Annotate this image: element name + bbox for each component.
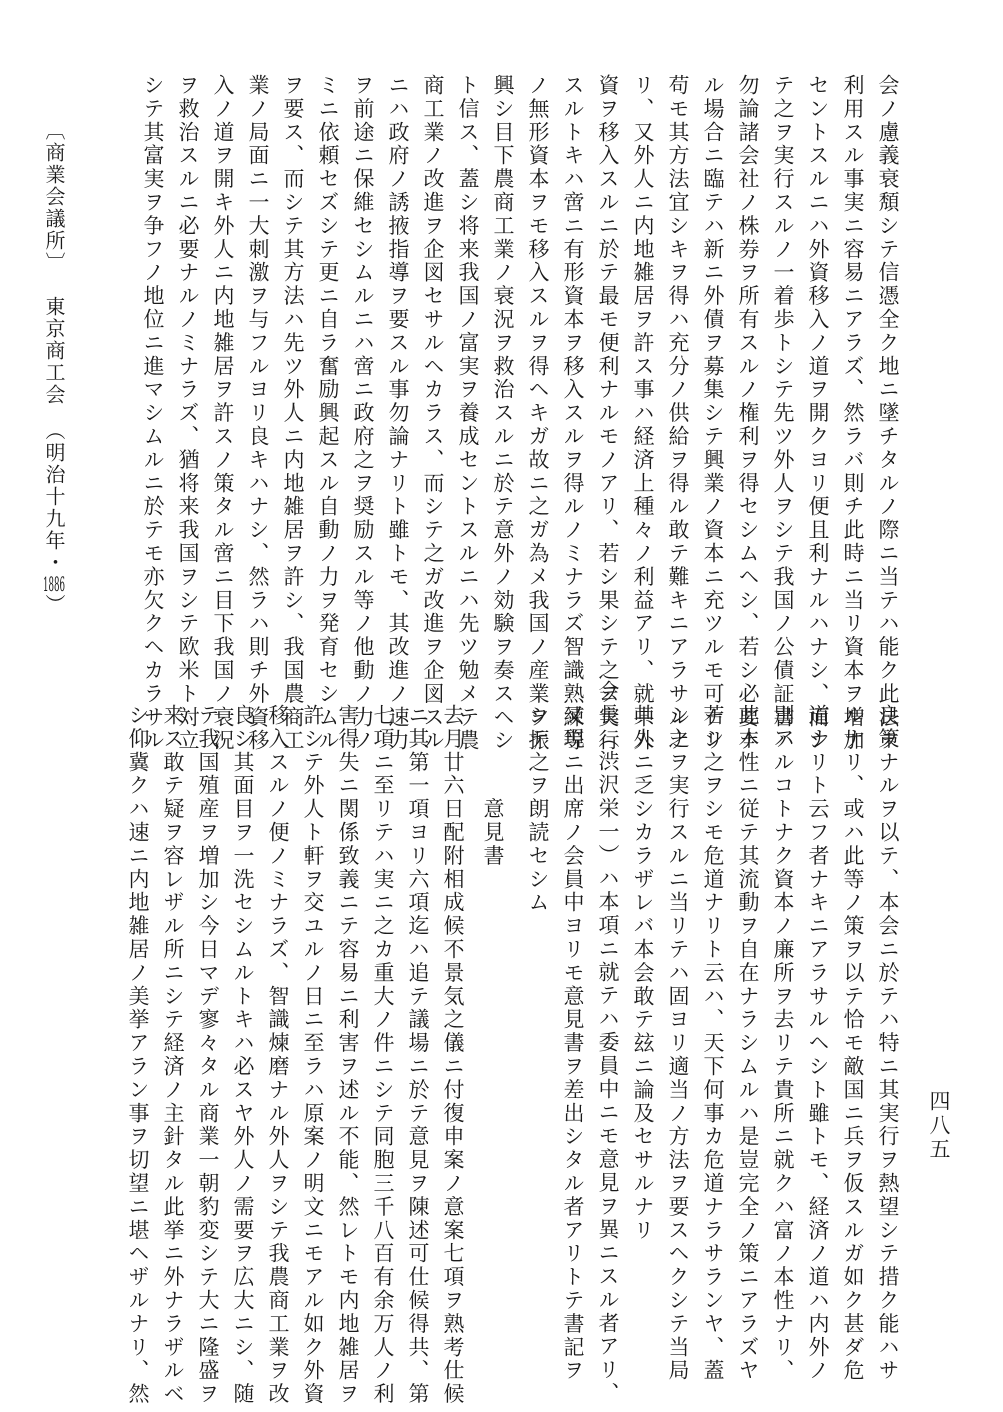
bottom-column: 害得失ニ関係致義ニテ容易ニ利害ヲ述ル不能、然レトモ内地雑居ヲ xyxy=(336,704,360,1406)
footer-date-prefix: （明治十九年・ xyxy=(42,420,66,574)
footer-source: 東京商工会 xyxy=(42,296,66,406)
bottom-column: 良シ其面目ヲ一洗セシムルトキハ必スヤ外人ノ需要ヲ広大ニシ、随 xyxy=(231,704,255,1406)
top-column: ミニ依頼セズシテ更ニ自ラ奮励興起スル自動ノ力ヲ発育セシムル xyxy=(316,74,340,753)
bottom-column: テ我国殖産ヲ増加シ今日マデ寥々タル商業一朝豹変シテ大ニ隆盛ヲ xyxy=(196,704,220,1406)
bottom-column: 来ス敢テ疑ヲ容レザル所ニシテ経済ノ主針タル此挙ニ外ナラザルベ xyxy=(161,704,185,1406)
top-column: 会ノ慮義衰頽シテ信憑全ク地ニ墜チタルノ際ニ当テハ能ク此法ヲ xyxy=(876,74,900,753)
bottom-column: 道ナリト云フ者ナキニアラサルヘシト雖トモ、経済ノ道ハ内外ノ xyxy=(806,704,830,1383)
page-footer xyxy=(40,120,69,616)
bottom-column: 其人ニ乏シカラザレバ本会敢テ玆ニ論及セサルナリ xyxy=(631,704,655,1243)
top-column: ノ無形資本ヲモ移入スルヲ得ヘキガ故ニ之ガ為メ我国ノ産業ヲ振 xyxy=(526,74,550,753)
top-column: セントスルニハ外資移入ノ道ヲ開クヨリ便且利ナルハナシ、而シ xyxy=(806,74,830,753)
top-column: テ之ヲ実行スルノ一着歩トシテ先ツ外人ヲシテ我国ノ公債証書ハ xyxy=(771,74,795,753)
page-number: 四八五 xyxy=(927,1090,951,1162)
bottom-column: シ仰冀クハ速ニ内地雑居ノ美挙アラン事ヲ切望ニ堪ヘザルナリ、然 xyxy=(126,704,150,1406)
top-column: ル場合ニ臨テハ新ニ外債ヲ募集シテ興業ノ資本ニ充ツルモ可ナリ xyxy=(701,74,725,753)
footer-date-suffix: ） xyxy=(42,594,66,616)
footer-year: 1886 xyxy=(43,574,65,594)
top-column: 利用スル事実ニ容易ニアラズ、然ラバ則チ此時ニ当リ資本ヲ増加 xyxy=(841,74,865,753)
bottom-column: 又現ニ出席ノ会員中ヨリモ意見書ヲ差出シタル者アリトテ書記ヲ xyxy=(561,704,585,1383)
top-column: 商工業ノ改進ヲ企図セサルヘカラス、而シテ之ガ改進ヲ企図スル xyxy=(421,74,445,753)
top-column: 業ノ局面ニ一大刺激ヲ与フルヨリ良キハナシ、然ラハ則チ外資移 xyxy=(246,74,270,753)
bottom-column: ニ其第一項ヨリ六項迄ハ追テ議場ニ於テ意見ヲ陳述可仕候得共、第 xyxy=(406,704,430,1406)
top-column: 苟モ其方法宜シキヲ得ハ充分ノ供給ヲ得ル敢テ難キニアラサルナ xyxy=(666,74,690,753)
top-column: シテ其富実ヲ争フノ地位ニ進マシムルニ於テモ亦欠クヘカラサル xyxy=(141,74,165,753)
bottom-column: 別アルコトナク資本ノ廉所ヲ去リテ貴所ニ就クハ富ノ本性ナリ、 xyxy=(771,704,795,1383)
top-column: 資ヲ移入スルニ於テ最モ便利ナルモノアリ、若シ果シテ之ヲ実行 xyxy=(596,74,620,753)
top-column: 興シ目下農商工業ノ衰況ヲ救治スルニ於テ意外ノ効験ヲ奏スヘシ xyxy=(491,74,515,753)
top-column: スルトキハ啻ニ有形資本ヲ移入スルヲ得ルノミナラズ智識熟練等 xyxy=(561,74,585,753)
bottom-column: 良策ナルヲ以テ、本会ニ於テハ特ニ其実行ヲ熱望シテ措ク能ハサ xyxy=(876,704,900,1383)
top-column: 入ノ道ヲ開キ外人ニ内地雑居ヲ許スノ策タル啻ニ目下我国ノ衰況 xyxy=(211,74,235,753)
bottom-column: シ之ヲ実行スルニ当リテハ固ヨリ適当ノ方法ヲ要スヘクシテ当局 xyxy=(666,704,690,1383)
top-column: ニハ政府ノ誘掖指導ヲ要スル事勿論ナリト雖トモ、其改進ノ速力 xyxy=(386,74,410,753)
top-column: リ、又外人ニ内地雑居ヲ許ス事ハ経済上種々ノ利益アリ、就中外 xyxy=(631,74,655,753)
section-heading: 意見書 xyxy=(481,704,505,868)
bottom-column: 去月廿六日配附相成候不景気之儀ニ付復申案ノ意案七項ヲ熟考仕候 xyxy=(441,704,465,1406)
bottom-column: ルナリ、或ハ此等ノ策ヲ以テ恰モ敵国ニ兵ヲ仮スルガ如ク甚ダ危 xyxy=(841,704,865,1383)
top-column: 勿論諸会社ノ株券ヲ所有スルノ権利ヲ得セシムヘシ、若シ必要ナ xyxy=(736,74,760,753)
bottom-column: 移入スルノ便ノミナラズ、智識煉磨ナル外人ヲシテ我農商工業ヲ改 xyxy=(266,704,290,1406)
top-column: ヲ要ス、而シテ其方法ハ先ツ外人ニ内地雑居ヲ許シ、我国農商工 xyxy=(281,74,305,753)
bottom-column: 若シ之ヲシモ危道ナリト云ハ、天下何事カ危道ナラサランヤ、蓋 xyxy=(701,704,725,1383)
bottom-column: シテ之ヲ朗読セシム xyxy=(526,704,550,915)
bottom-column: 七項ニ至リテハ実ニ之カ重大ノ件ニシテ同胞三千八百有余万人ノ利 xyxy=(371,704,395,1406)
top-column: ヲ救治スルニ必要ナルノミナラズ、猶将来我国ヲシテ欧米ト対立 xyxy=(176,74,200,753)
footer-org: 〔商業会議所〕 xyxy=(42,120,66,274)
top-column: ヲ前途ニ保維セシムルニハ啻ニ政府之ヲ奨励スル等ノ他動ノ力ノ xyxy=(351,74,375,753)
bottom-column: 許シテ外人ト軒ヲ交ユルノ日ニ至ラハ原案ノ明文ニモアル如ク外資 xyxy=(301,704,325,1406)
bottom-column-speaker: 会長（渋沢栄一）ハ本項ニ就テハ委員中ニモ意見ヲ異ニスル者アリ、 xyxy=(596,680,620,1406)
bottom-column: 此本性ニ従テ其流動ヲ自在ナラシムルハ是豈完全ノ策ニアラズヤ xyxy=(736,704,760,1383)
top-column: ト信ス、蓋シ将来我国ノ富実ヲ養成セントスルニハ先ツ勉メテ農 xyxy=(456,74,480,753)
